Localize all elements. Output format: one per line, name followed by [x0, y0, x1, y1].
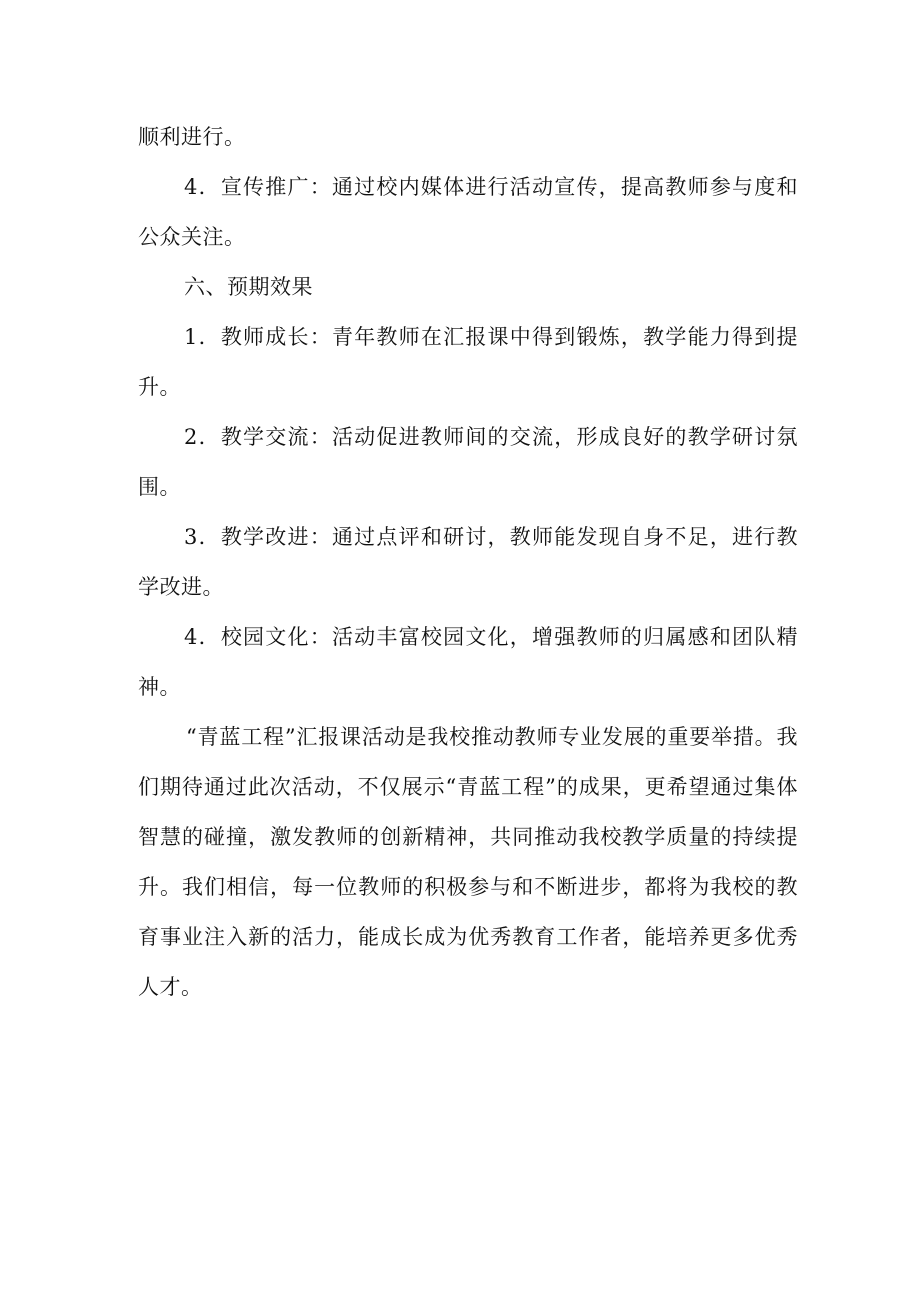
paragraph-teaching-exchange: 2．教学交流：活动促进教师间的交流，形成良好的教学研讨氛围。 — [138, 425, 798, 499]
paragraph-conclusion: “青蓝工程”汇报课活动是我校推动教师专业发展的重要举措。我们期待通过此次活动，不仅展示“青蓝工程”的成果，更希望通过集体智慧的碰撞，激发教师的创新精神，共同推动我校教学质量的持续提升。我们相信，每一位教师的积极参与和不断进步，都将为我校的教育事业注入新的活力，能成长成为优秀教育工作者，能培养更多优秀人才。 — [138, 725, 798, 999]
paragraph-publicity: 4．宣传推广：通过校内媒体进行活动宣传，提高教师参与度和公众关注。 — [138, 175, 798, 249]
paragraph-campus-culture: 4．校园文化：活动丰富校园文化，增强教师的归属感和团队精神。 — [138, 625, 798, 699]
document-body — [138, 112, 798, 1012]
paragraph-continuation: 顺利进行。 — [138, 125, 246, 149]
paragraph-teaching-improvement: 3．教学改进：通过点评和研讨，教师能发现自身不足，进行教学改进。 — [138, 525, 798, 599]
paragraph-teacher-growth: 1．教师成长：青年教师在汇报课中得到锻炼，教学能力得到提升。 — [138, 325, 798, 399]
section-heading-expected-effects: 六、预期效果 — [184, 275, 313, 299]
